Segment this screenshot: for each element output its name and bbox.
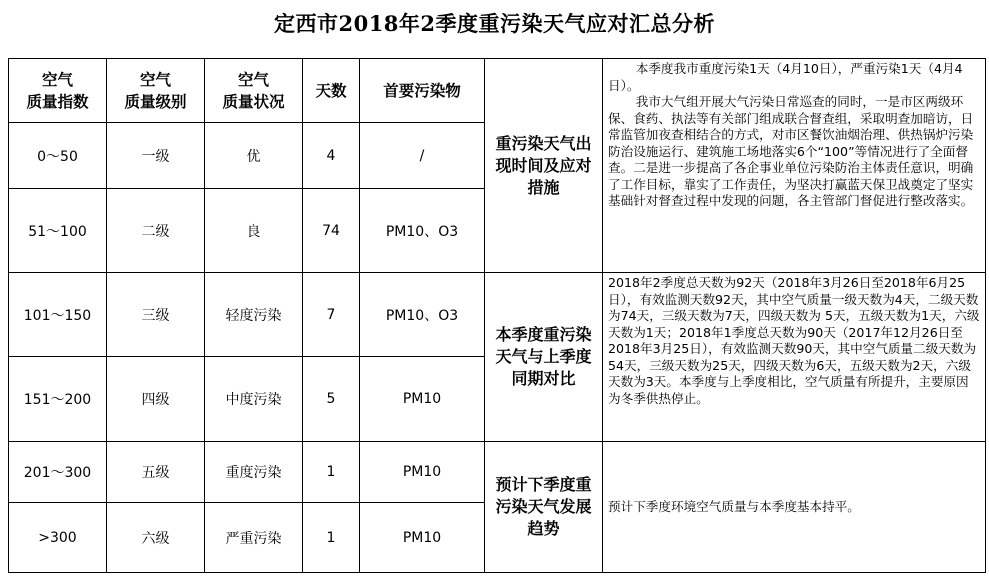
table-row: 0～50 一级 优 4 /	[9, 123, 986, 189]
table-row: 101～150 三级 轻度污染 7 PM10、O3 本季度重污染天气与上季度同期对比 2018年2季度总天数为92天（2018年3月26日至2018年6月25日），有效监测天数92天，其中空气质量一级天数为4天，二级天数为74天，三级天数为7天，四级天数为 5天，五级天数为1天，六级天数为1天；2018年1季度总天数为90天（2017年12月26日至2018年3月25日），有效监测天数90天，其中空气质量二级天数为54天，三级天数为25天，四级天数为6天，五级天数为2天，六级天数为3天。本季度与上季度相比，空气质量有所提升，主要原因为冬季供热停止。	[9, 273, 986, 357]
table-row: 51～100 二级 良 74 PM10、O3	[9, 189, 986, 273]
header-status: 空气 质量状况	[205, 59, 303, 123]
section-label-comparison: 本季度重污染天气与上季度同期对比	[485, 273, 603, 442]
section-text-comparison: 2018年2季度总天数为92天（2018年3月26日至2018年6月25日），有效监测天数92天，其中空气质量一级天数为4天，二级天数为74天，三级天数为7天，四级天数为 5天，五级天数为1天，六级天数为1天；2018年1季度总天数为90天（2017年12月26日至2018年3月25日），有效监测天数90天，其中空气质量二级天数为54天，三级天数为25天，四级天数为6天，五级天数为2天，六级天数为3天。本季度与上季度相比，空气质量有所提升，主要原因为冬季供热停止。	[603, 273, 986, 442]
aqi-summary-table	[8, 58, 986, 573]
header-days: 天数	[303, 59, 360, 123]
section-label-measures: 重污染天气出现时间及应对措施	[485, 59, 603, 273]
section-text-measures: 本季度我市重度污染1天（4月10日），严重污染1天（4月4日）。 我市大气组开展大气污染日常巡查的同时，一是市区两级环保、食药、执法等有关部门组成联合督查组，采取明查加暗访，日常监管加夜查相结合的方式，对市区餐饮油烟治理、供热锅炉污染防治设施运行、建筑施工场地落实6个“100”等情况进行了全面督查。二是进一步提高了各企事业单位污染防治主体责任意识，明确了工作目标，靠实了工作责任，为坚决打赢蓝天保卫战奠定了坚实基础针对督查过程中发现的问题，各主管部门督促进行整改落实。	[603, 59, 986, 273]
section-label-forecast: 预计下季度重污染天气发展趋势	[485, 442, 603, 573]
table-row: >300 六级 严重污染 1 PM10	[9, 503, 986, 573]
table-row: 201～300 五级 重度污染 1 PM10 预计下季度重污染天气发展趋势 预计下季度环境空气质量与本季度基本持平。	[9, 442, 986, 503]
section-text-forecast: 预计下季度环境空气质量与本季度基本持平。	[603, 442, 986, 573]
page-title: 定西市2018年2季度重污染天气应对汇总分析	[273, 11, 716, 36]
header-aqi: 空气 质量指数	[9, 59, 107, 123]
header-pollutant: 首要污染物	[360, 59, 485, 123]
header-level: 空气 质量级别	[107, 59, 205, 123]
table-row: 151～200 四级 中度污染 5 PM10	[9, 357, 986, 442]
